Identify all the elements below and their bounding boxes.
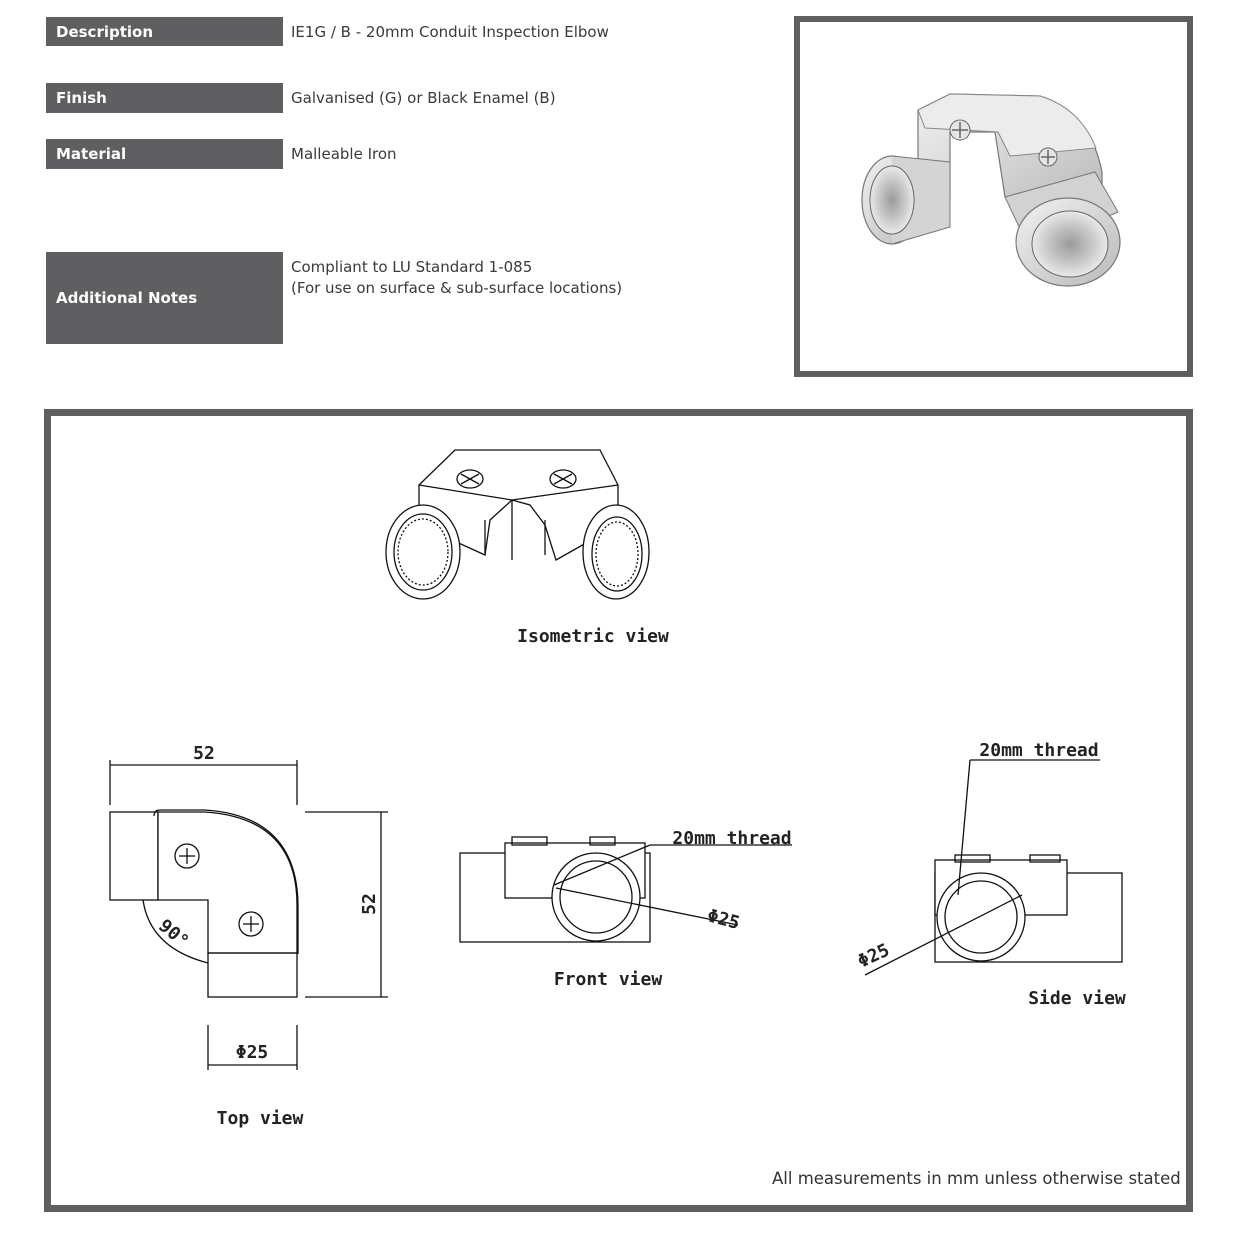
isometric-view-caption: Isometric view bbox=[517, 626, 669, 647]
additional-notes-label-text: Additional Notes bbox=[56, 289, 198, 307]
finish-label-text: Finish bbox=[56, 89, 107, 107]
material-label bbox=[46, 139, 283, 169]
additional-notes-label bbox=[46, 252, 283, 344]
description-value-text: IE1G / B - 20mm Conduit Inspection Elbow bbox=[291, 23, 609, 41]
material-value bbox=[291, 144, 397, 165]
top-view-angle: 90° bbox=[154, 915, 193, 953]
top-view-drawing bbox=[110, 760, 388, 1070]
front-view-caption: Front view bbox=[553, 969, 663, 990]
top-view-diameter: Φ25 bbox=[235, 1042, 269, 1063]
top-view-width-dimension: 52 bbox=[193, 743, 215, 764]
material-value-text: Malleable Iron bbox=[291, 145, 397, 163]
product-photo bbox=[800, 22, 1187, 371]
front-view-drawing bbox=[460, 837, 792, 942]
finish-value bbox=[291, 88, 556, 109]
side-view-caption: Side view bbox=[1028, 988, 1126, 1009]
top-view-height-dimension: 52 bbox=[359, 893, 380, 915]
description-label-text: Description bbox=[56, 22, 154, 41]
additional-notes-value bbox=[291, 257, 622, 299]
side-view-drawing bbox=[865, 760, 1122, 975]
material-label-text: Material bbox=[56, 145, 127, 163]
additional-notes-line-2: (For use on surface & sub-surface locations) bbox=[291, 279, 623, 297]
description-label bbox=[46, 17, 283, 46]
description-value bbox=[291, 22, 609, 43]
finish-value-text: Galvanised (G) or Black Enamel (B) bbox=[291, 89, 556, 107]
side-view-diameter: Φ25 bbox=[854, 939, 893, 973]
isometric-view-drawing bbox=[386, 450, 649, 599]
technical-drawing bbox=[51, 416, 1186, 1205]
finish-label bbox=[46, 83, 283, 113]
front-view-diameter: Φ25 bbox=[705, 905, 742, 935]
side-view-thread-label: 20mm thread bbox=[979, 740, 1099, 761]
top-view-caption: Top view bbox=[216, 1108, 304, 1129]
additional-notes-line-1: Compliant to LU Standard 1-085 bbox=[291, 258, 533, 276]
measurement-footnote: All measurements in mm unless otherwise stated bbox=[772, 1169, 1181, 1188]
product-photo-frame bbox=[794, 16, 1193, 377]
front-view-thread-label: 20mm thread bbox=[672, 828, 792, 849]
technical-drawing-frame bbox=[44, 409, 1193, 1212]
